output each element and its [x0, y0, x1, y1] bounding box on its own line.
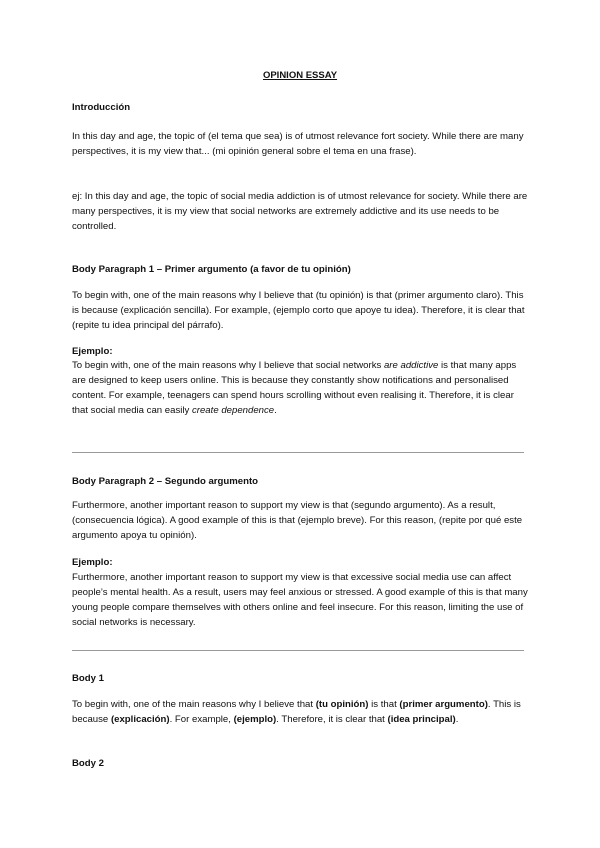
- body1-short-text: .: [455, 714, 459, 725]
- body1-example-text-a: To begin with, one of the main reasons why I believe that social networks: [72, 360, 384, 371]
- section-divider: [72, 650, 524, 651]
- body1-short-bold: (ejemplo): [233, 714, 277, 725]
- intro-template-paragraph: In this day and age, the topic of (el tema que sea) is of utmost relevance fort society. While there are many perspectives, it is my view that... (mi opinión general sobre el tema en una frase).: [72, 131, 524, 157]
- body1-short-text: . Therefore, it is clear that: [276, 714, 388, 725]
- body2-heading: Body Paragraph 2 – Segundo argumento: [72, 476, 259, 487]
- body1-short-text: . For example,: [169, 714, 234, 725]
- body1-template-paragraph: To begin with, one of the main reasons why I believe that (tu opinión) is that (primer argumento claro). This is because (explicación sencilla). For example, (ejemplo corto que apoye tu idea). Therefore, it is clear that (repite tu idea principal del párrafo).: [72, 290, 525, 331]
- body2-example-label: Ejemplo:: [72, 557, 113, 568]
- body1-short-text: is that: [368, 699, 400, 710]
- body1-short-heading: Body 1: [72, 673, 104, 684]
- body1-example-paragraph: [72, 358, 528, 418]
- body1-example-italic-2: create dependence: [191, 405, 275, 416]
- document-title: OPINION ESSAY: [262, 70, 338, 81]
- body1-heading: Body Paragraph 1 – Primer argumento (a favor de tu opinión): [72, 264, 351, 275]
- body1-example-italic-1: are addictive: [383, 360, 439, 371]
- body1-short-paragraph: [72, 697, 528, 727]
- body1-short-bold: (tu opinión): [315, 699, 369, 710]
- body2-short-heading: Body 2: [72, 758, 104, 769]
- body2-example-paragraph: Furthermore, another important reason to support my view is that excessive social media use can affect people’s mental health. As a result, users may feel anxious or stressed. A good example of this is that many young people compare themselves with others online and feel insecure. For this reason, limiting the use of social networks is necessary.: [72, 572, 528, 628]
- body1-example-text-b: is that many apps are designed to keep users online. This is because they constantly show notifications and personalised content. For example, teenagers can spend hours scrolling without even realising it. Therefore, it is clear that social media can easily: [72, 360, 517, 416]
- section-divider: [72, 452, 524, 453]
- intro-example-paragraph: ej: In this day and age, the topic of social media addiction is of utmost relevance for society. While there are many perspectives, it is my view that social networks are extremely addictive and its use needs to be controlled.: [72, 191, 528, 232]
- body1-short-text: To begin with, one of the main reasons why I believe that: [72, 699, 316, 710]
- body1-example-text-c: .: [274, 405, 277, 416]
- body1-short-text: . This is because: [72, 699, 521, 725]
- intro-heading: Introducción: [72, 102, 131, 113]
- body1-short-bold: (idea principal): [387, 714, 456, 725]
- body1-short-bold: (primer argumento): [399, 699, 488, 710]
- body1-short-bold: (explicación): [110, 714, 170, 725]
- body2-template-paragraph: Furthermore, another important reason to support my view is that (segundo argumento). As a result, (consecuencia lógica). A good example of this is that (ejemplo breve). For this reason, (repite por qué este argumento apoya tu opinión).: [72, 500, 523, 541]
- body1-example-label: Ejemplo:: [72, 346, 113, 357]
